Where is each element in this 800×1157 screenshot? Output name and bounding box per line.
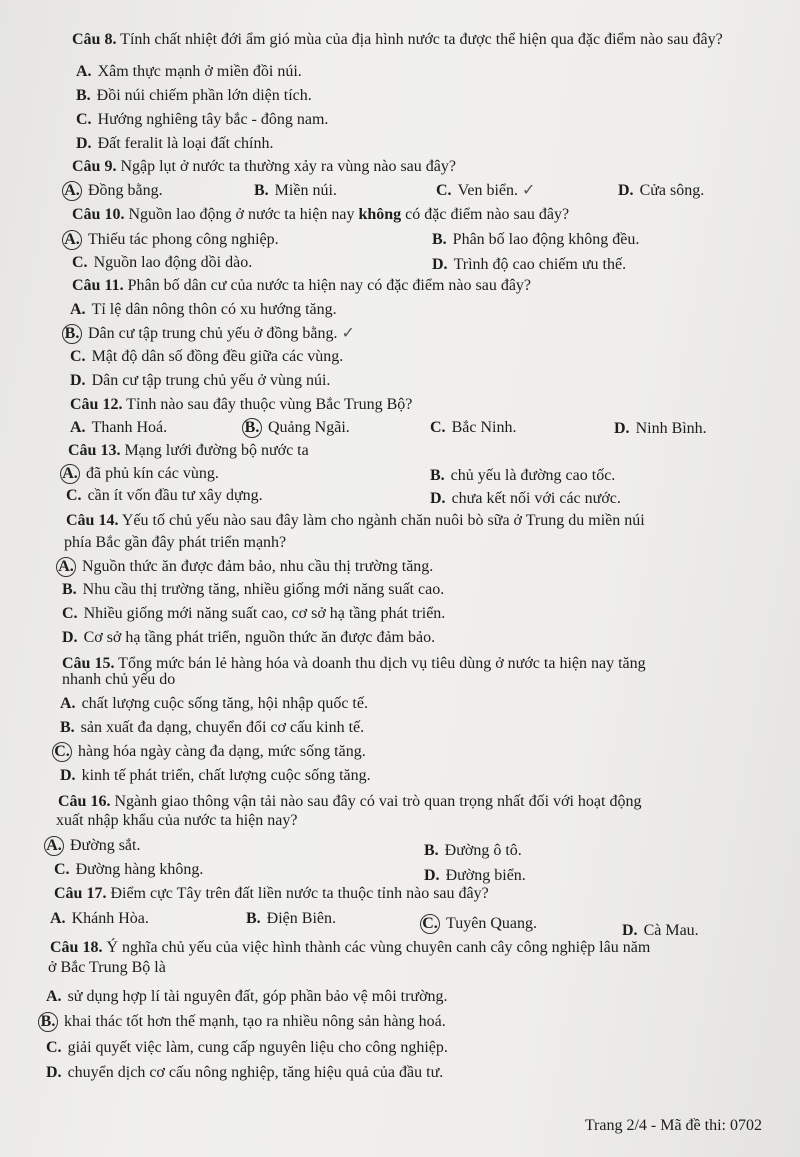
question-13: Câu 13. Mạng lưới đường bộ nước ta [68,442,309,459]
q10-option-a: A. Thiếu tác phong công nghiệp. [66,230,279,250]
q10-option-c: C. Nguồn lao động dồi dào. [72,254,253,271]
q16-option-a: A. Đường sắt. [48,836,140,856]
q9-option-c: C. Ven biển. ✓ [436,182,536,199]
q13-option-b: B. chủ yếu là đường cao tốc. [430,467,616,484]
q9-option-b: B. Miền núi. [254,182,337,199]
answer-circle: B. [38,1012,58,1032]
answer-circle: A. [44,836,64,856]
q9-option-a: A. Đồng bằng. [66,181,163,201]
q10-option-b: B. Phân bố lao động không đều. [432,231,640,248]
q12-option-a: A. Thanh Hoá. [70,419,168,436]
q12-option-c: C. Bắc Ninh. [430,419,517,436]
q14-option-d: D. Cơ sở hạ tầng phát triển, nguồn thức ăn được đảm bảo. [62,629,436,646]
question-11: Câu 11. Phân bố dân cư của nước ta hiện nay có đặc điểm nào sau đây? [72,277,532,294]
q12-option-d: D. Ninh Bình. [614,420,707,437]
q14-option-b: B. Nhu cầu thị trường tăng, nhiều giống mới năng suất cao. [62,581,445,598]
q11-option-c: C. Mật độ dân số đồng đều giữa các vùng. [70,348,344,365]
answer-circle: C. [52,742,72,762]
q18-option-a: A. sử dụng hợp lí tài nguyên đất, góp phần bảo vệ môi trường. [46,988,448,1005]
question-16-line-1: Câu 16. Ngành giao thông vận tải nào sau đây có vai trò quan trọng nhất đối với hoạt động [58,793,642,810]
question-8: Câu 8. Tính chất nhiệt đới ẩm gió mùa của địa hình nước ta được thể hiện qua đặc điểm nào sau đây? [72,31,723,48]
question-10: Câu 10. Nguồn lao động ở nước ta hiện nay không có đặc điểm nào sau đây? [72,206,570,223]
question-12: Câu 12. Tỉnh nào sau đây thuộc vùng Bắc Trung Bộ? [70,396,413,413]
q16-option-d: D. Đường biển. [424,867,526,884]
q8-option-d: D. Đất feralit là loại đất chính. [76,135,274,152]
answer-circle: A. [62,230,82,250]
q9-option-d: D. Cửa sông. [618,182,705,199]
question-9: Câu 9. Ngập lụt ở nước ta thường xảy ra vùng nào sau đây? [72,158,456,175]
q17-option-a: A. Khánh Hòa. [50,910,149,927]
q8-option-b: B. Đồi núi chiếm phần lớn diện tích. [76,87,312,104]
question-14-line-1: Câu 14. Yếu tố chủ yếu nào sau đây làm cho ngành chăn nuôi bò sữa ở Trung du miền núi [66,512,645,529]
q17-option-b: B. Điện Biên. [246,910,336,927]
check-mark-icon: ✓ [341,325,355,342]
q8-option-c: C. Hướng nghiêng tây bắc - đông nam. [76,111,329,128]
question-18-line-2: ở Bắc Trung Bộ là [48,959,166,976]
q17-option-c: C. Tuyên Quang. [424,914,537,934]
q14-option-a: A. Nguồn thức ăn được đảm bảo, nhu cầu thị trường tăng. [60,557,433,577]
question-18-line-1: Câu 18. Ý nghĩa chủ yếu của việc hình thành các vùng chuyên canh cây công nghiệp lâu năm [50,939,651,956]
q13-option-d: D. chưa kết nối với các nước. [430,490,621,507]
answer-circle: B. [62,324,82,344]
q15-option-c: C. hàng hóa ngày càng đa dạng, mức sống tăng. [56,742,366,762]
question-15-line-2: nhanh chủ yếu do [62,671,176,688]
question-15-line-1: Câu 15. Tổng mức bán lẻ hàng hóa và doanh thu dịch vụ tiêu dùng ở nước ta hiện nay tăng [62,655,646,672]
answer-circle: A. [62,181,82,201]
q18-option-c: C. giải quyết việc làm, cung cấp nguyên liệu cho công nghiệp. [46,1039,448,1056]
answer-circle: A. [56,557,76,577]
q13-option-c: C. cần ít vốn đầu tư xây dựng. [66,487,263,504]
check-mark-icon: ✓ [522,182,536,199]
q15-option-b: B. sản xuất đa dạng, chuyển đổi cơ cấu kinh tế. [60,719,365,736]
question-16-line-2: xuất nhập khẩu của nước ta hiện nay? [56,812,298,829]
q11-option-d: D. Dân cư tập trung chủ yếu ở vùng núi. [70,372,331,389]
q15-option-d: D. kinh tế phát triển, chất lượng cuộc sống tăng. [60,767,371,784]
q13-option-a: A. đã phủ kín các vùng. [64,464,219,484]
q10-option-d: D. Trình độ cao chiếm ưu thế. [432,256,627,273]
q15-option-a: A. chất lượng cuộc sống tăng, hội nhập quốc tế. [60,695,368,712]
q11-option-b: B. Dân cư tập trung chủ yếu ở đồng bằng. ✓ [66,324,355,344]
page-footer: Trang 2/4 - Mã đề thi: 0702 [584,1117,762,1134]
q12-option-b: B. Quảng Ngãi. [246,418,350,438]
q18-option-d: D. chuyển dịch cơ cấu nông nghiệp, tăng hiệu quả của đầu tư. [46,1064,444,1081]
answer-circle: A. [60,464,80,484]
question-14-line-2: phía Bắc gần đây phát triển mạnh? [64,534,287,551]
q11-option-a: A. Tỉ lệ dân nông thôn có xu hướng tăng. [70,301,337,318]
question-17: Câu 17. Điểm cực Tây trên đất liền nước ta thuộc tỉnh nào sau đây? [54,885,489,902]
q8-option-a: A. Xâm thực mạnh ở miền đồi núi. [76,63,302,80]
answer-circle: C. [420,914,440,934]
q17-option-d: D. Cà Mau. [622,922,699,939]
q16-option-b: B. Đường ô tô. [424,842,522,859]
q16-option-c: C. Đường hàng không. [54,861,204,878]
q14-option-c: C. Nhiều giống mới năng suất cao, cơ sở hạ tầng phát triển. [62,605,446,622]
answer-circle: B. [242,418,262,438]
q18-option-b: B. khai thác tốt hơn thế mạnh, tạo ra nhiều nông sản hàng hoá. [42,1012,446,1032]
